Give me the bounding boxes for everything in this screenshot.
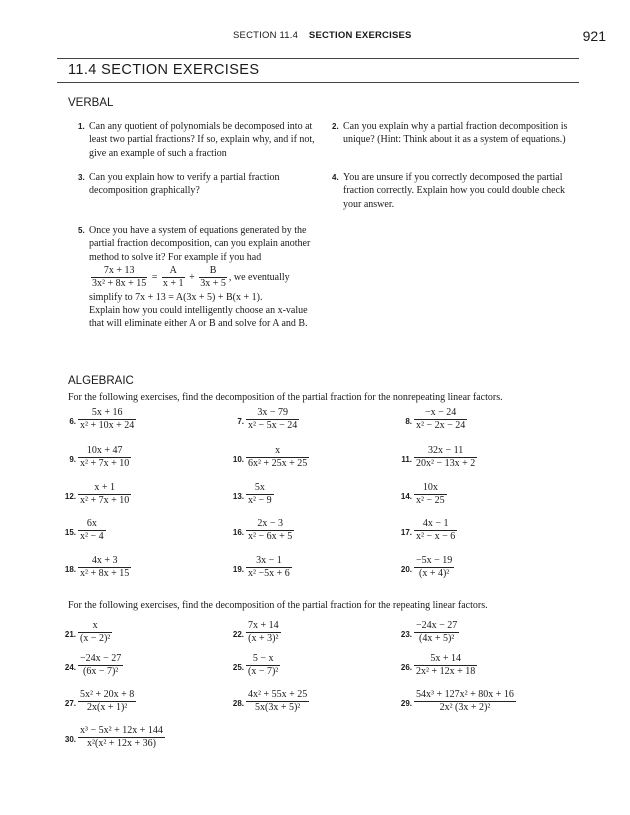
- exercise-number: 6.: [69, 417, 76, 426]
- running-header: [0, 28, 630, 48]
- exercise-number: 15.: [64, 528, 76, 537]
- verbal-question-4: [332, 171, 571, 211]
- question-text: Can you explain how to verify a partial fraction decomposition graphically?: [89, 172, 280, 197]
- exercise-fraction: [246, 620, 281, 645]
- exercise-number: 8.: [405, 417, 412, 426]
- algebraic-heading: ALGEBRAIC: [68, 375, 134, 387]
- exercise-number: 16.: [232, 528, 244, 537]
- fraction-numerator: −24x − 27: [80, 653, 122, 664]
- exercise-fraction: [414, 653, 477, 678]
- fraction-numerator: 5x² + 20x + 8: [80, 689, 135, 700]
- exercise-number: 30.: [64, 735, 76, 744]
- fraction-numerator: 7x + 14: [248, 620, 279, 631]
- exercise-fraction: [414, 620, 459, 645]
- exercise-fraction: [78, 689, 136, 714]
- fraction-numerator: 5x + 16: [78, 407, 136, 420]
- fraction-denominator: 3x + 5: [200, 277, 226, 289]
- fraction-numerator: −24x − 27: [416, 620, 458, 631]
- header-section: [233, 30, 412, 41]
- fraction-denominator: 20x² − 13x + 2: [416, 458, 476, 469]
- exercise-fraction: [78, 555, 131, 580]
- exercise-fraction: [246, 482, 274, 507]
- exercise-number: 26.: [400, 663, 412, 672]
- exercise-number: 18.: [64, 565, 76, 574]
- title-rule-top: [57, 58, 579, 59]
- title-rule-bottom: [57, 82, 579, 83]
- fraction-denominator: (4x + 5)²: [418, 633, 455, 644]
- exercise-fraction: [414, 555, 454, 580]
- question-text: Can any quotient of polynomials be decomposed into at least two partial fractions? If so, explain why, and if not, give an example of such a fraction: [89, 121, 315, 159]
- exercise-fraction: [78, 482, 131, 507]
- exercise-number: 24.: [64, 663, 76, 672]
- fraction-numerator: x: [78, 620, 112, 633]
- exercise-fraction: [78, 725, 165, 750]
- fraction-numerator: 6x: [78, 518, 106, 531]
- verbal-question-1: [78, 120, 323, 160]
- fraction-numerator: 4x + 3: [78, 555, 131, 568]
- exercise-number: 19.: [232, 565, 244, 574]
- fraction-denominator: x² − 5x − 24: [248, 420, 298, 431]
- fraction-denominator: x² − 6x + 5: [248, 531, 293, 542]
- verbal-question-2: [332, 120, 575, 147]
- fraction-denominator: 6x² + 25x + 25: [248, 458, 308, 469]
- fraction-denominator: (6x − 7)²: [82, 666, 119, 677]
- fraction-numerator: −5x − 19: [416, 555, 453, 566]
- fraction-denominator: x² − 25: [416, 495, 445, 506]
- exercise-fraction: [78, 407, 136, 432]
- fraction-numerator: 54x³ + 127x² + 80x + 16: [416, 689, 514, 700]
- question-number: 1.: [78, 122, 85, 131]
- fraction-denominator: x² − 9: [248, 495, 272, 506]
- fraction-denominator: 2x(x + 1)²: [86, 702, 128, 713]
- exercise-fraction: [414, 482, 447, 507]
- plus-sign: +: [189, 271, 195, 283]
- exercise-fraction: [78, 518, 106, 543]
- fraction-denominator: x² + 7x + 10: [80, 495, 130, 506]
- fraction-denominator: 5x(3x + 5)²: [254, 702, 301, 713]
- exercise-fraction: [246, 653, 280, 678]
- fraction-numerator: 3x − 1: [246, 555, 292, 568]
- fraction-numerator: 32x − 11: [414, 445, 477, 458]
- exercise-number: 11.: [401, 455, 412, 464]
- header-section-name: SECTION EXERCISES: [308, 30, 412, 41]
- fraction-numerator: 4x − 1: [414, 518, 457, 531]
- exercise-number: 20.: [400, 565, 412, 574]
- fraction-denominator: x² + 8x + 15: [80, 568, 130, 579]
- exercise-fraction: [246, 518, 294, 543]
- fraction-denominator: 2x² (3x + 2)²: [439, 702, 491, 713]
- fraction-numerator: 5x + 14: [414, 653, 477, 666]
- fraction-numerator: x + 1: [78, 482, 131, 495]
- fraction-denominator: 3x² + 8x + 15: [92, 277, 147, 289]
- fraction-numerator: 3x − 79: [246, 407, 299, 420]
- fraction-denominator: x² − 2x − 24: [416, 420, 466, 431]
- exercise-fraction: [78, 653, 123, 678]
- exercise-fraction: [414, 445, 477, 470]
- fraction-numerator: B: [199, 265, 227, 278]
- fraction-numerator: 2x − 3: [246, 518, 294, 531]
- exercise-fraction: [246, 407, 299, 432]
- fraction-numerator: x³ − 5x² + 12x + 144: [80, 725, 163, 736]
- fraction-b: [199, 265, 227, 290]
- fraction-denominator: (x − 2)²: [80, 633, 111, 644]
- exercise-number: 27.: [64, 699, 76, 708]
- exercise-fraction: [246, 689, 309, 714]
- fraction-numerator: 10x: [414, 482, 447, 495]
- exercise-number: 21.: [64, 630, 76, 639]
- exercise-fraction: [246, 555, 292, 580]
- fraction-denominator: x²(x² + 12x + 36): [86, 738, 156, 749]
- equals-sign: =: [151, 271, 158, 283]
- exercise-number: 13.: [232, 492, 244, 501]
- exercise-fraction: [414, 689, 516, 714]
- fraction-numerator: x: [246, 445, 309, 458]
- header-section-number: SECTION 11.4: [233, 30, 299, 41]
- question-number: 5.: [78, 226, 85, 235]
- fraction-numerator: A: [162, 265, 185, 278]
- exercise-number: 9.: [69, 455, 76, 464]
- fraction-denominator: 2x² + 12x + 18: [416, 666, 476, 677]
- fraction-lhs: [91, 265, 147, 290]
- exercise-number: 10.: [232, 455, 244, 464]
- exercise-fraction: [414, 407, 467, 432]
- verbal-question-5: [78, 224, 325, 331]
- question-text-tail: , we eventually: [228, 271, 290, 283]
- question-number: 2.: [332, 122, 339, 131]
- verbal-question-3: [78, 171, 323, 198]
- fraction-denominator: x² − x − 6: [416, 531, 456, 542]
- verbal-heading: VERBAL: [68, 97, 114, 109]
- fraction-denominator: x² + 10x + 24: [80, 420, 135, 431]
- fraction-numerator: 7x + 13: [91, 265, 147, 278]
- question-number: 3.: [78, 173, 85, 182]
- fraction-numerator: −x − 24: [414, 407, 467, 420]
- question-equation: [89, 265, 325, 290]
- exercise-number: 23.: [400, 630, 412, 639]
- exercise-number: 28.: [232, 699, 244, 708]
- exercise-number: 29.: [400, 699, 412, 708]
- exercise-number: 14.: [400, 492, 412, 501]
- question-text: simplify to 7x + 13 = A(3x + 5) + B(x + 1).: [89, 291, 263, 303]
- fraction-numerator: 4x² + 55x + 25: [248, 689, 308, 700]
- algebraic-intro-repeating: For the following exercises, find the decomposition of the partial fraction for the repeating linear factors.: [68, 600, 488, 611]
- exercise-number: 25.: [232, 663, 244, 672]
- fraction-denominator: (x + 4)²: [418, 568, 450, 579]
- question-text: Once you have a system of equations generated by the partial fraction decomposition, can you explain another method to solve it? For example if you had: [89, 225, 311, 263]
- question-number: 4.: [332, 173, 339, 182]
- exercise-number: 12.: [64, 492, 76, 501]
- fraction-denominator: (x − 7)²: [248, 666, 279, 677]
- page-title: 11.4 SECTION EXERCISES: [68, 62, 260, 78]
- fraction-numerator: 10x + 47: [78, 445, 131, 458]
- fraction-numerator: 5 − x: [246, 653, 280, 666]
- fraction-denominator: x² −5x + 6: [248, 568, 290, 579]
- fraction-denominator: x + 1: [162, 277, 184, 289]
- exercise-number: 22.: [232, 630, 244, 639]
- fraction-denominator: (x + 3)²: [248, 633, 279, 644]
- question-text: You are unsure if you correctly decomposed the partial fraction correctly. Explain how you could double check your answer.: [343, 172, 566, 210]
- exercise-fraction: [246, 445, 309, 470]
- fraction-denominator: x² − 4: [80, 531, 104, 542]
- algebraic-intro-nonrepeating: For the following exercises, find the decomposition of the partial fraction for the nonrepeating linear factors.: [68, 392, 503, 403]
- exercise-fraction: [78, 445, 131, 470]
- page-number: 921: [582, 28, 606, 44]
- question-text: Explain how you could intelligently choose an x-value that will eliminate either A or B and solve for A and B.: [89, 305, 308, 330]
- exercise-fraction: [78, 620, 112, 645]
- question-text: Can you explain why a partial fraction decomposition is unique? (Hint: Think about it as a system of equations.): [343, 121, 568, 146]
- exercise-number: 17.: [400, 528, 412, 537]
- exercise-number: 7.: [237, 417, 244, 426]
- exercise-fraction: [414, 518, 457, 543]
- fraction-a: [162, 265, 185, 290]
- fraction-denominator: x² + 7x + 10: [80, 458, 130, 469]
- fraction-numerator: 5x: [246, 482, 274, 495]
